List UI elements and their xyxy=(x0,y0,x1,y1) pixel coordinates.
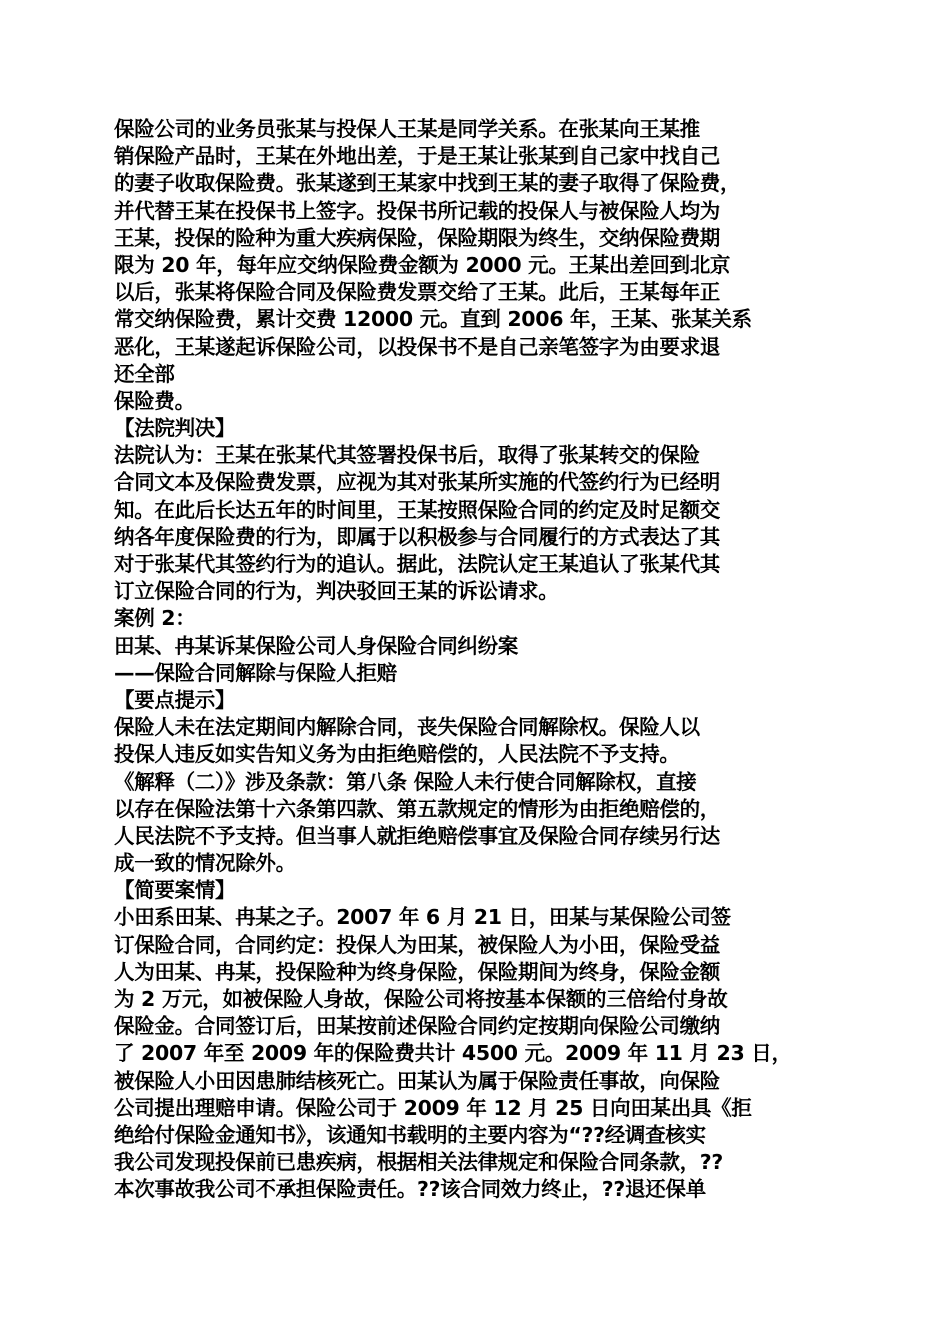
text-line: 保险公司的业务员张某与投保人王某是同学关系。在张某向王某推 xyxy=(114,117,700,141)
text-line: 对于张某代其签约行为的追认。据此，法院认定王某追认了张某代其 xyxy=(114,552,720,576)
text-line: 了 2007 年至 2009 年的保险费共计 4500 元。2009 年 11 月 23 日， xyxy=(114,1041,792,1066)
text-line: 恶化，王某遂起诉保险公司，以投保书不是自己亲笔签字为由要求退 xyxy=(114,334,720,359)
text-line: 以后，张某将保险合同及保险费发票交给了王某。此后，王某每年正 xyxy=(114,280,720,305)
text-line: 绝给付保险金通知书》，该通知书载明的主要内容为“??经调查核实 xyxy=(114,1122,706,1147)
text-line: 法院认为：王某在张某代其签署投保书后，取得了张某转交的保险 xyxy=(114,443,700,468)
document-body xyxy=(114,116,844,1204)
text-line: 常交纳保险费，累计交费 12000 元。直到 2006 年，王某、张某关系 xyxy=(114,307,752,332)
section-heading: 【法院判决】 xyxy=(114,416,236,441)
text-line: 限为 20 年，每年应交纳保险费金额为 2000 元。王某出差回到北京 xyxy=(114,252,731,277)
text-line: 还全部 xyxy=(114,361,175,386)
text-line: 订立保险合同的行为，判决驳回王某的诉讼请求。 xyxy=(114,579,559,604)
text-line: 我公司发现投保前已患疾病，根据相关法律规定和保险合同条款，?? xyxy=(114,1150,723,1175)
text-line: 本次事故我公司不承担保险责任。??该合同效力终止，??退还保单 xyxy=(114,1177,706,1202)
text-line: 订保险合同，合同约定：投保人为田某，被保险人为小田，保险受益 xyxy=(114,932,720,957)
text-line: 以存在保险法第十六条第四款、第五款规定的情形为由拒绝赔偿的， xyxy=(114,796,720,821)
text-line: 小田系田某、冉某之子。2007 年 6 月 21 日，田某与某保险公司签 xyxy=(114,905,731,930)
text-line: 知。在此后长达五年的时间里，王某按照保险合同的约定及时足额交 xyxy=(114,497,720,522)
text-line: 被保险人小田因患肺结核死亡。田某认为属于保险责任事故，向保险 xyxy=(114,1068,720,1093)
text-line: 纳各年度保险费的行为，即属于以积极参与合同履行的方式表达了其 xyxy=(114,524,720,549)
section-heading: 【要点提示】 xyxy=(114,687,236,712)
text-line: 销保险产品时，王某在外地出差，于是王某让张某到自己家中找自己 xyxy=(114,144,720,169)
text-line: 保险金。合同签订后，田某按前述保险合同约定按期向保险公司缴纳 xyxy=(114,1014,720,1039)
text-line: 的妻子收取保险费。张某遂到王某家中找到王某的妻子取得了保险费， xyxy=(114,171,741,196)
text-line: 人民法院不予支持。但当事人就拒绝赔偿事宜及保险合同存续另行达 xyxy=(114,823,720,848)
text-line: 合同文本及保险费发票，应视为其对张某所实施的代签约行为已经明 xyxy=(114,470,720,495)
text-line: 保险费。 xyxy=(114,388,195,413)
text-line: 成一致的情况除外。 xyxy=(114,851,296,876)
text-line: 《解释（二）》涉及条款：第八条 保险人未行使合同解除权，直接 xyxy=(114,769,697,794)
text-line: 并代替王某在投保书上签字。投保书所记载的投保人与被保险人均为 xyxy=(114,198,720,223)
text-line: 人为田某、冉某，投保险种为终身保险，保险期间为终身，保险金额 xyxy=(114,959,720,984)
text-line: 王某，投保的险种为重大疾病保险，保险期限为终生，交纳保险费期 xyxy=(114,225,720,250)
case-label: 案例 2： xyxy=(114,606,196,631)
case-subtitle: ——保险合同解除与保险人拒赔 xyxy=(114,660,397,685)
case-title: 田某、冉某诉某保险公司人身保险合同纠纷案 xyxy=(114,633,518,658)
text-line: 为 2 万元，如被保险人身故，保险公司将按基本保额的三倍给付身故 xyxy=(114,987,728,1011)
text-line: 公司提出理赔申请。保险公司于 2009 年 12 月 25 日向田某出具《拒 xyxy=(114,1095,752,1120)
text-line: 保险人未在法定期间内解除合同，丧失保险合同解除权。保险人以 xyxy=(114,715,700,740)
section-heading: 【简要案情】 xyxy=(114,878,236,903)
text-line: 投保人违反如实告知义务为由拒绝赔偿的，人民法院不予支持。 xyxy=(114,742,680,767)
